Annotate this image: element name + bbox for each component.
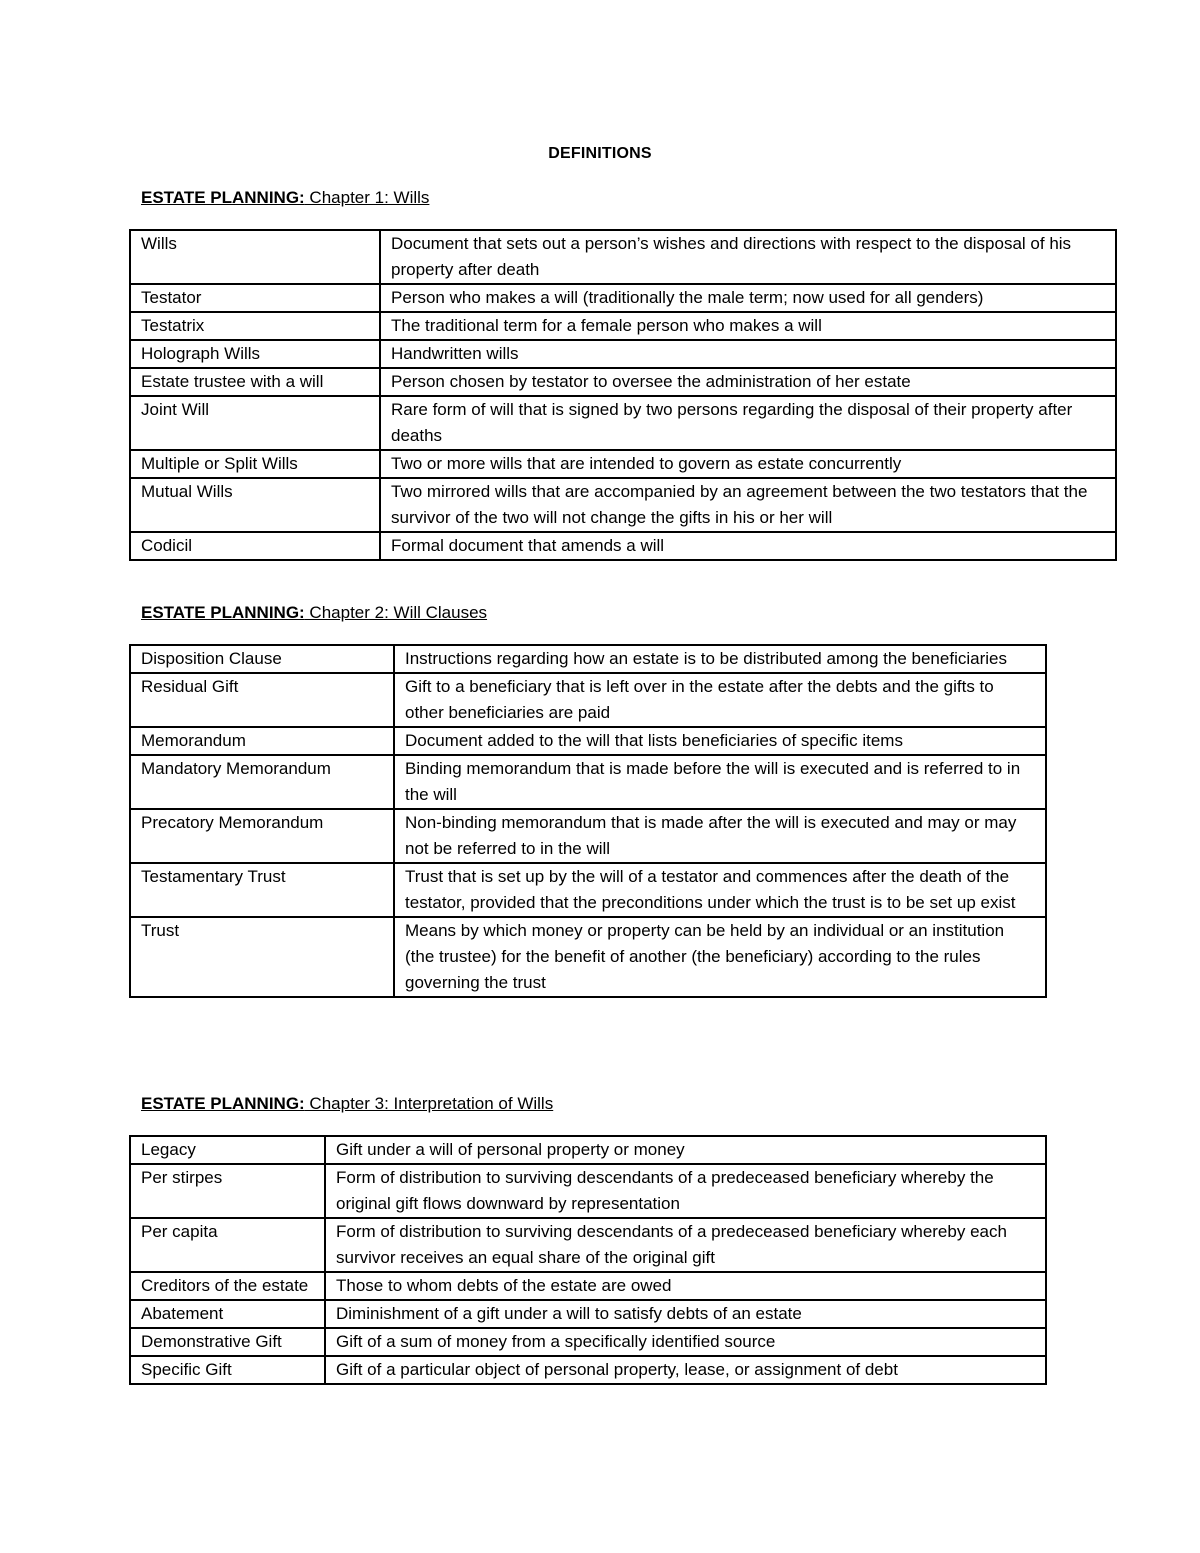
table-row [130, 340, 1116, 368]
term-cell: Wills [130, 230, 380, 284]
term-cell: Holograph Wills [130, 340, 380, 368]
table-row [130, 863, 1046, 917]
table-row [130, 727, 1046, 755]
definition-cell: Formal document that amends a will [380, 532, 1116, 560]
term-cell: Trust [130, 917, 394, 997]
term-cell: Residual Gift [130, 673, 394, 727]
table-row [130, 532, 1116, 560]
table-row [130, 1164, 1046, 1218]
definition-cell: Binding memorandum that is made before the will is executed and is referred to in the will [394, 755, 1046, 809]
table-row [130, 1300, 1046, 1328]
definition-cell: Handwritten wills [380, 340, 1116, 368]
definition-cell: Gift of a particular object of personal property, lease, or assignment of debt [325, 1356, 1046, 1384]
term-cell: Per capita [130, 1218, 325, 1272]
section-heading-text: Chapter 1: Wills [304, 188, 430, 207]
section-heading-bold: ESTATE PLANNING: [141, 1094, 305, 1113]
table-row [130, 230, 1116, 284]
table-row [130, 1356, 1046, 1384]
definition-cell: Means by which money or property can be held by an individual or an institution (the trustee) for the benefit of another (the beneficiary) according to the rules governing the trust [394, 917, 1046, 997]
definition-cell: Document added to the will that lists beneficiaries of specific items [394, 727, 1046, 755]
definition-cell: Gift to a beneficiary that is left over in the estate after the debts and the gifts to other beneficiaries are paid [394, 673, 1046, 727]
definition-cell: Gift under a will of personal property or money [325, 1136, 1046, 1164]
table-row [130, 1328, 1046, 1356]
section-heading-text: Chapter 2: Will Clauses [304, 603, 488, 622]
definition-cell: Diminishment of a gift under a will to satisfy debts of an estate [325, 1300, 1046, 1328]
section-heading-chapter-1 [141, 188, 429, 208]
term-cell: Abatement [130, 1300, 325, 1328]
term-cell: Codicil [130, 532, 380, 560]
table-row [130, 755, 1046, 809]
term-cell: Disposition Clause [130, 645, 394, 673]
definitions-table-chapter-3 [129, 1135, 1047, 1385]
term-cell: Multiple or Split Wills [130, 450, 380, 478]
definition-cell: Non-binding memorandum that is made after the will is executed and may or may not be referred to in the will [394, 809, 1046, 863]
section-heading-bold: ESTATE PLANNING: [141, 603, 305, 622]
table-row [130, 1272, 1046, 1300]
section-heading-bold: ESTATE PLANNING: [141, 188, 305, 207]
term-cell: Per stirpes [130, 1164, 325, 1218]
table-row [130, 645, 1046, 673]
definitions-table-chapter-2 [129, 644, 1047, 998]
section-heading-text: Chapter 3: Interpretation of Wills [304, 1094, 554, 1113]
term-cell: Mutual Wills [130, 478, 380, 532]
definition-cell: Trust that is set up by the will of a testator and commences after the death of the testator, provided that the preconditions under which the trust is to be set up exist [394, 863, 1046, 917]
term-cell: Legacy [130, 1136, 325, 1164]
term-cell: Estate trustee with a will [130, 368, 380, 396]
term-cell: Memorandum [130, 727, 394, 755]
table-row [130, 809, 1046, 863]
table-row [130, 1136, 1046, 1164]
term-cell: Precatory Memorandum [130, 809, 394, 863]
definition-cell: Two or more wills that are intended to govern as estate concurrently [380, 450, 1116, 478]
term-cell: Demonstrative Gift [130, 1328, 325, 1356]
page-title: DEFINITIONS [548, 145, 652, 162]
table-row [130, 396, 1116, 450]
term-cell: Creditors of the estate [130, 1272, 325, 1300]
definitions-table-chapter-1 [129, 229, 1117, 561]
term-cell: Testatrix [130, 312, 380, 340]
table-row [130, 450, 1116, 478]
term-cell: Specific Gift [130, 1356, 325, 1384]
definition-cell: Instructions regarding how an estate is to be distributed among the beneficiaries [394, 645, 1046, 673]
term-cell: Joint Will [130, 396, 380, 450]
definition-cell: Document that sets out a person’s wishes and directions with respect to the disposal of his property after death [380, 230, 1116, 284]
definition-cell: Form of distribution to surviving descendants of a predeceased beneficiary whereby each survivor receives an equal share of the original gift [325, 1218, 1046, 1272]
term-cell: Mandatory Memorandum [130, 755, 394, 809]
term-cell: Testamentary Trust [130, 863, 394, 917]
table-row [130, 312, 1116, 340]
definition-cell: Person chosen by testator to oversee the administration of her estate [380, 368, 1116, 396]
table-row [130, 368, 1116, 396]
table-row [130, 478, 1116, 532]
table-row [130, 1218, 1046, 1272]
table-row [130, 284, 1116, 312]
section-heading-chapter-3 [141, 1094, 553, 1114]
table-row [130, 673, 1046, 727]
definition-cell: Form of distribution to surviving descendants of a predeceased beneficiary whereby the original gift flows downward by representation [325, 1164, 1046, 1218]
section-heading-chapter-2 [141, 603, 487, 623]
table-row [130, 917, 1046, 997]
term-cell: Testator [130, 284, 380, 312]
definition-cell: Gift of a sum of money from a specifically identified source [325, 1328, 1046, 1356]
definition-cell: Person who makes a will (traditionally the male term; now used for all genders) [380, 284, 1116, 312]
definition-cell: Those to whom debts of the estate are owed [325, 1272, 1046, 1300]
definition-cell: Two mirrored wills that are accompanied by an agreement between the two testators that the survivor of the two will not change the gifts in his or her will [380, 478, 1116, 532]
definition-cell: Rare form of will that is signed by two persons regarding the disposal of their property after deaths [380, 396, 1116, 450]
definition-cell: The traditional term for a female person who makes a will [380, 312, 1116, 340]
